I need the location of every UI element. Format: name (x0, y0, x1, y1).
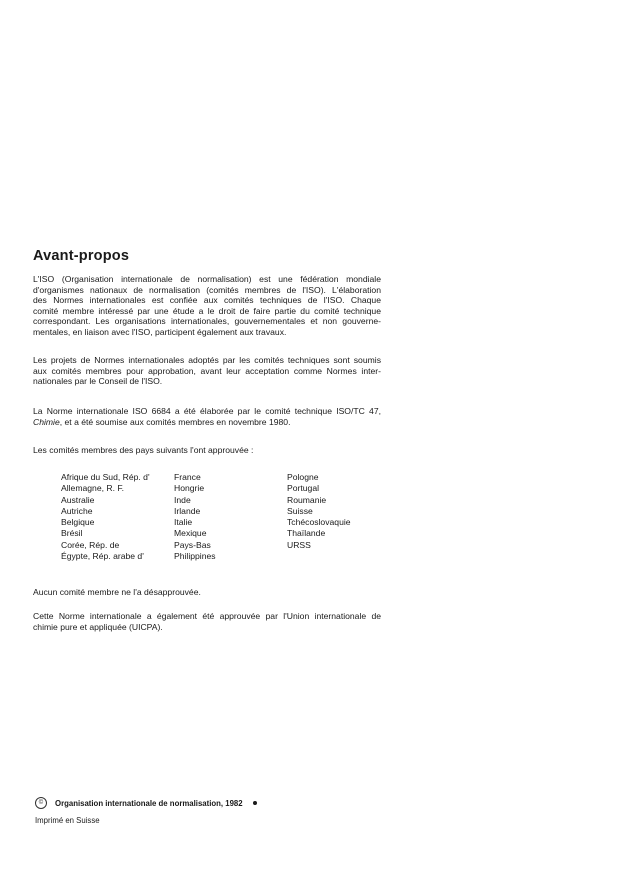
country-list-col2 (174, 472, 216, 562)
country-item: Tchécoslovaquie (287, 517, 351, 528)
text-line: des Normes internationales est confiée aux comités techniques de l'ISO. Chaque (33, 295, 381, 306)
country-item: URSS (287, 539, 311, 550)
country-item: Afrique du Sud, Rép. d' (61, 472, 150, 482)
paragraph-iupac (33, 611, 381, 632)
paragraph-disapproval (33, 587, 381, 598)
country-item: Thaïlande (287, 528, 326, 539)
country-item: Pologne (287, 472, 319, 482)
page-title: Avant-propos (33, 248, 130, 264)
copyright-icon: © (35, 797, 47, 809)
country-item: Corée, Rép. de (61, 539, 120, 550)
text-line: Aucun comité membre ne l'a désapprouvée. (33, 587, 201, 597)
text-line: correspondant. Les organisations internationales, gouvernementales et non gouverne- (33, 316, 381, 327)
country-item: Autriche (61, 505, 93, 516)
paragraph-iso-6684 (33, 406, 381, 427)
country-item: Égypte, Rép. arabe d' (61, 551, 144, 562)
text-line: La Norme internationale ISO 6684 a été élaborée par le comité technique ISO/TC 47, (33, 406, 381, 416)
country-item: Inde (174, 494, 191, 505)
country-item: Australie (61, 494, 95, 505)
text-line: mentales, en liaison avec l'ISO, participent également aux travaux. (33, 326, 287, 337)
country-item: Roumanie (287, 494, 327, 505)
country-item: Italie (174, 517, 193, 528)
text-line: nationales par le Conseil de l'ISO. (33, 376, 163, 387)
text-line: chimie pure et appliquée (UICPA). (33, 621, 163, 632)
paragraph-iso-intro (33, 274, 381, 338)
country-item: Suisse (287, 505, 313, 516)
text-line (33, 417, 381, 428)
country-item: Hongrie (174, 483, 205, 494)
country-list-col3 (287, 472, 351, 551)
bullet-icon (253, 801, 257, 805)
country-item: Philippines (174, 551, 216, 562)
text-line: L'ISO (Organisation internationale de normalisation) est une fédération mondiale (33, 274, 381, 284)
country-list-col1 (61, 472, 150, 562)
text-line: comité membre intéressé par une étude a le droit de faire partie du comité technique (33, 305, 381, 316)
text-line: Les projets de Normes internationales adoptés par les comités techniques sont soumis (33, 355, 381, 365)
country-item: Allemagne, R. F. (61, 483, 125, 494)
text-line: d'organismes nationaux de normalisation (comités membres de l'ISO). L'élaboration (33, 284, 381, 295)
country-item: Belgique (61, 517, 95, 528)
copyright-notice (35, 797, 257, 809)
paragraph-draft-approval (33, 355, 381, 387)
country-item: Mexique (174, 528, 207, 539)
text-rest: , et a été soumise aux comités membres en novembre 1980. (59, 416, 291, 427)
printed-in: Imprimé en Suisse (35, 816, 100, 825)
country-item: France (174, 472, 201, 482)
text-line: Les comités membres des pays suivants l'ont approuvée : (33, 445, 254, 455)
country-item: Irlande (174, 505, 201, 516)
country-item: Brésil (61, 528, 83, 539)
copyright-text: Organisation internationale de normalisation, 1982 (55, 798, 243, 808)
text-line: Cette Norme internationale a également été approuvée par l'Union internationale de (33, 611, 381, 621)
country-item: Pays-Bas (174, 539, 211, 550)
paragraph-approving-countries (33, 445, 381, 456)
committee-name: Chimie (33, 416, 60, 427)
text-line: aux comités membres pour approbation, avant leur acceptation comme Normes inter- (33, 365, 381, 376)
country-item: Portugal (287, 483, 320, 494)
